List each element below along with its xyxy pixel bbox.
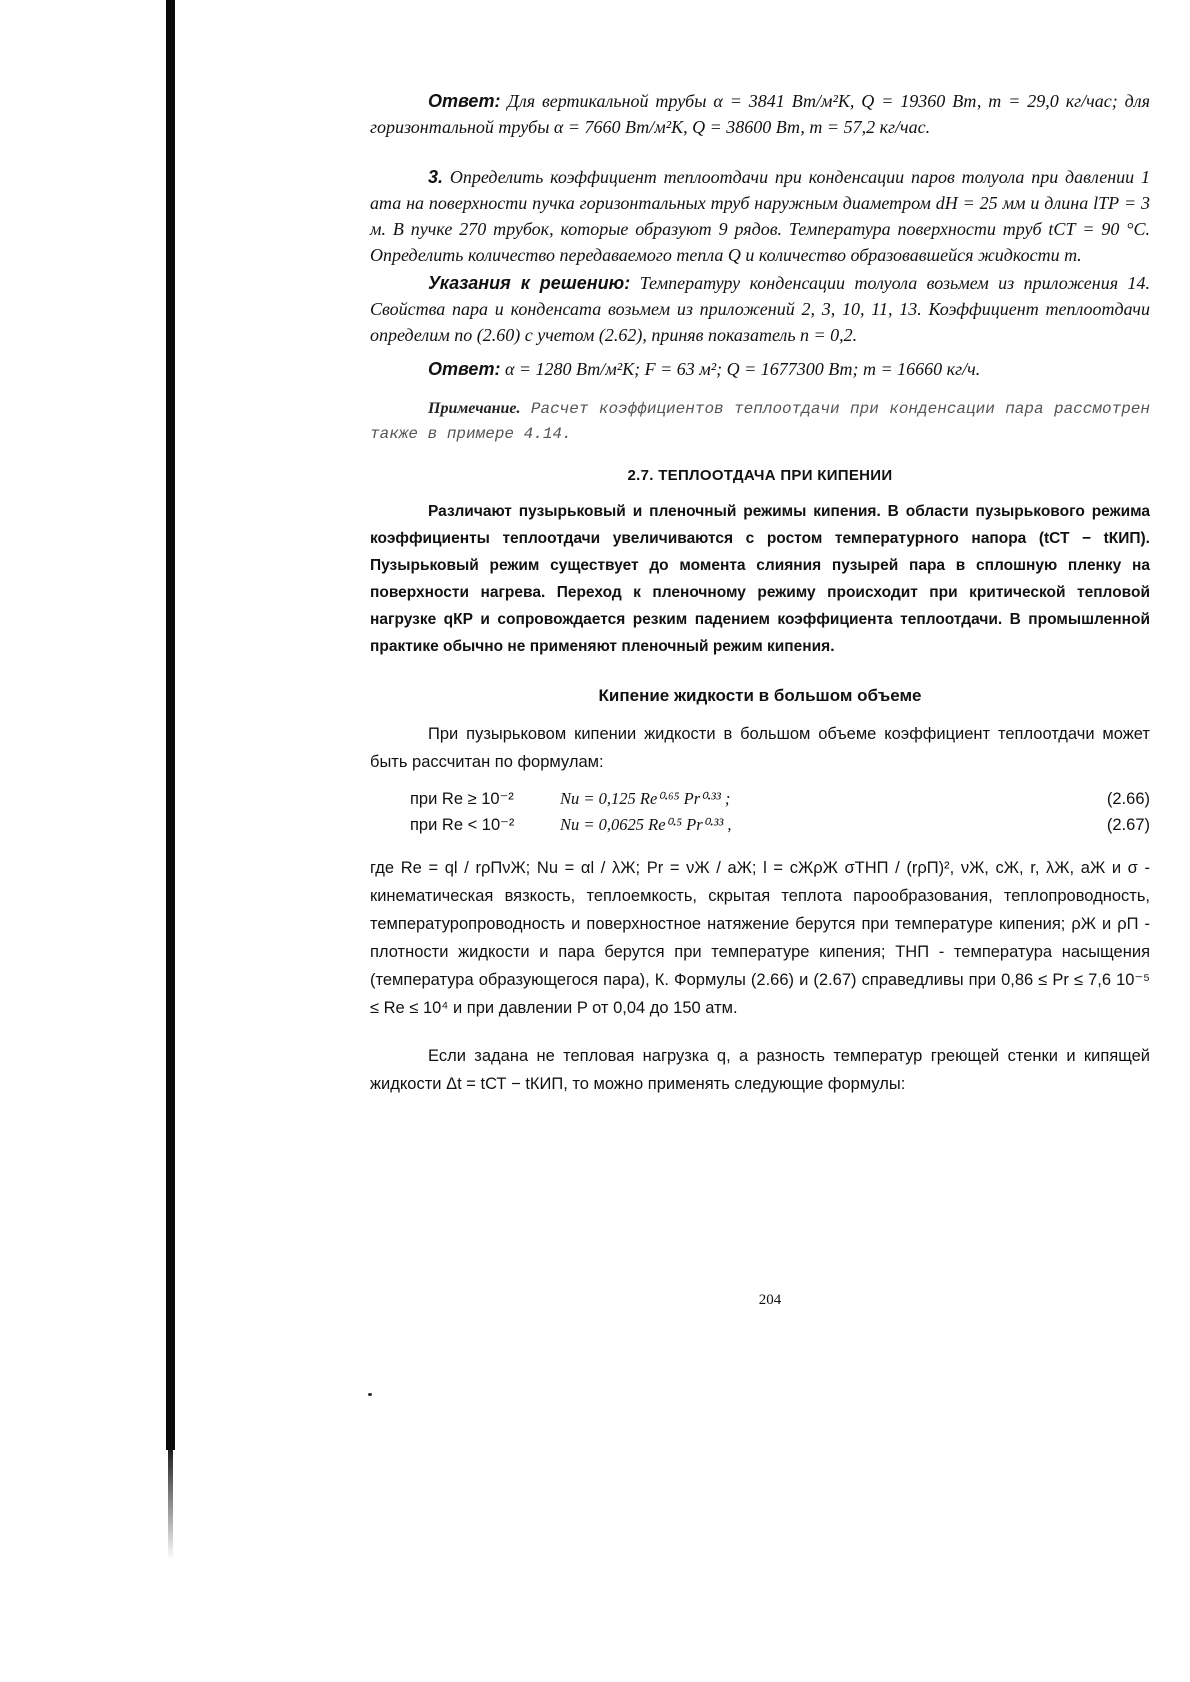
note-text: Расчет коэффициентов теплоотдачи при конденсации пара рассмотрен также в примере 4.14. [370, 400, 1150, 443]
section-title: 2.7. ТЕПЛООТДАЧА ПРИ КИПЕНИИ [627, 467, 893, 484]
answer-1-label: Ответ: [428, 91, 501, 111]
answer-2 [370, 356, 1150, 382]
task-3 [370, 164, 1150, 268]
solution-hint [370, 270, 1150, 348]
page-content [370, 88, 1150, 1098]
where-definitions: где Re = ql / rρПνЖ; Nu = αl / λЖ; Pr = νЖ / aЖ; l = cЖρЖ σTНП / (rρП)², νЖ, cЖ, r, λЖ, aЖ и σ - кинематическая вязкость, теплоемкость, скрытая теплота парообразования, теплопроводность, температуропроводность и поверхностное натяжение берутся при температуре кипения; ρЖ и ρП - плотности жидкости и пара берутся при температуре кипения; TНП - температура насыщения (температура образующегося пара), К. Формулы (2.66) и (2.67) справедливы при 0,86 ≤ Pr ≤ 7,6 10⁻⁵ ≤ Re ≤ 10⁴ и при давлении P от 0,04 до 150 атм. [370, 859, 1150, 1017]
formula-list [370, 786, 1150, 838]
formula-2-67 [370, 812, 1150, 838]
formula-condition: при Re < 10⁻² [410, 816, 515, 834]
scan-border-tail [168, 1440, 173, 1560]
answer-1 [370, 88, 1150, 140]
scan-speck [368, 1393, 372, 1396]
formula-2-66 [370, 786, 1150, 812]
solution-hint-text: Температуру конденсации толуола возьмем из приложения 14. Свойства пара и конденсата возьмем из приложений 2, 3, 10, 11, 13. Коэффициент теплоотдачи определим по (2.60) с учетом (2.62), приняв показатель n = 0,2. [370, 273, 1151, 345]
solution-hint-label: Указания к решению: [428, 273, 631, 293]
subsection-intro: При пузырьковом кипении жидкости в большом объеме коэффициент теплоотдачи может быть рассчитан по формулам: [370, 725, 1150, 771]
section-intro: Различают пузырьковый и пленочный режимы кипения. В области пузырькового режима коэффициенты теплоотдачи увеличиваются с ростом температурного напора (tСТ − tКИП). Пузырьковый режим существует до момента слияния пузырей пара в сплошную пленку на поверхности нагрева. Переход к пленочному режиму происходит при критической тепловой нагрузке qКР и сопровождается резким падением коэффициента теплоотдачи. В промышленной практике обычно не применяют пленочный режим кипения. [370, 503, 1150, 655]
answer-2-text: α = 1280 Вт/м²K; F = 63 м²; Q = 1677300 Вт; m = 16660 кг/ч. [504, 359, 981, 379]
task-3-label: 3. [428, 167, 444, 187]
note-label: Примечание. [428, 400, 521, 417]
formula-equation: Nu = 0,0625 Re⁰·⁵ Pr⁰·³³ , [560, 815, 732, 834]
formula-equation: Nu = 0,125 Re⁰·⁶⁵ Pr⁰·³³ ; [560, 789, 731, 808]
scan-border [166, 0, 175, 1450]
answer-2-label: Ответ: [428, 359, 501, 379]
task-3-text: Определить коэффициент теплоотдачи при конденсации паров толуола при давлении 1 ата на поверхности пучка горизонтальных труб наружным диаметром dН = 25 мм и длина lТР = 3 м. В пучке 270 трубок, которые образуют 9 рядов. Температура поверхности труб tСТ = 90 °С. Определить количество передаваемого тепла Q и количество образовавшейся жидкости m. [370, 167, 1151, 265]
page-number: 204 [758, 1292, 782, 1308]
subsection-title: Кипение жидкости в большом объеме [598, 686, 922, 705]
answer-1-text: Для вертикальной трубы α = 3841 Вт/м²K, Q = 19360 Вт, m = 29,0 кг/час; для горизонтальной трубы α = 7660 Вт/м²K, Q = 38600 Вт, m = 57,2 кг/час. [370, 91, 1151, 137]
formula-number: (2.67) [1106, 816, 1150, 834]
formula-number: (2.66) [1106, 790, 1150, 808]
last-paragraph: Если задана не тепловая нагрузка q, а разность температур греющей стенки и кипящей жидкости Δt = tСТ − tКИП, то можно применять следующие формулы: [370, 1047, 1150, 1093]
note [370, 396, 1150, 447]
formula-condition: при Re ≥ 10⁻² [410, 790, 514, 808]
